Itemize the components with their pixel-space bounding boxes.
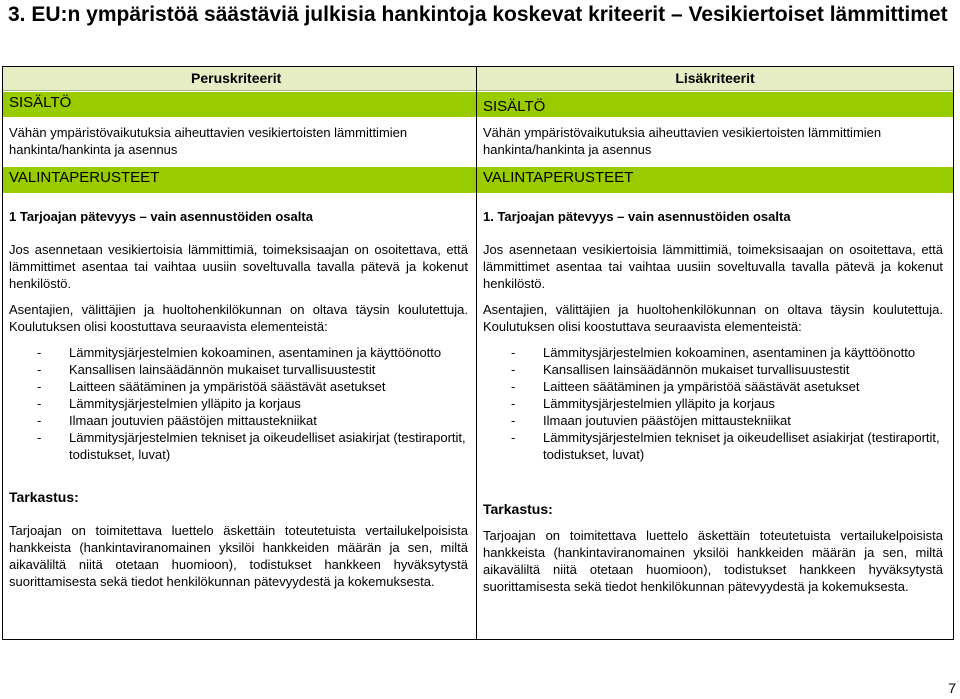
verification-text: Tarjoajan on toimitettava luettelo äskettäin toteutetuista vertailukelpoisista hankkeista (hankintaviranomainen yksilöi hankkeiden määrän ja sen, miltä aikaväliltä niitä otetaan huomioon), todistukset hankkeen hyväksytystä suorittamisesta sekä tiedot henkilökunnan pätevyydestä ja kokemuksesta.: [9, 523, 468, 589]
list-item: - Lämmitysjärjestelmien ylläpito ja korjaus: [37, 396, 301, 411]
list-item: - Lämmitysjärjestelmien tekniset ja oikeudelliset asiakirjat (testiraportit, todistukset, luvat): [511, 430, 940, 462]
content-section-band: SISÄLTÖ: [3, 92, 476, 117]
verification-heading: Tarkastus:: [483, 501, 553, 517]
list-item: - Lämmitysjärjestelmien kokoaminen, asentaminen ja käyttöönotto: [37, 345, 442, 360]
comprehensive-criteria-header: Lisäkriteerit: [477, 67, 953, 91]
verification-heading: Tarkastus:: [9, 489, 79, 505]
core-criteria-column: [3, 67, 477, 639]
selection-criteria-band: VALINTAPERUSTEET: [3, 167, 476, 193]
comprehensive-criteria-column: [477, 67, 953, 639]
page-number: 7: [948, 680, 956, 696]
training-list: [483, 344, 943, 463]
list-item: - Laitteen säätäminen ja ympäristöä säästävät asetukset: [37, 379, 386, 394]
requirement-paragraph-2: Asentajien, välittäjien ja huoltohenkilökunnan on oltava täysin koulutettuja. Koulutuksen olisi koostuttava seuraavista elementeistä:: [483, 302, 943, 334]
list-item: - Kansallisen lainsäädännön mukaiset turvallisuustestit: [511, 362, 850, 377]
page-title: 3. EU:n ympäristöä säästäviä julkisia hankintoja koskevat kriteerit – Vesikiertoiset lämmittimet: [8, 3, 948, 26]
list-item: - Lämmitysjärjestelmien kokoaminen, asentaminen ja käyttöönotto: [511, 345, 916, 360]
selection-criteria-band: VALINTAPERUSTEET: [477, 167, 953, 193]
criteria-table: [2, 66, 954, 640]
requirement-heading: 1 Tarjoajan pätevyys – vain asennustöiden osalta: [9, 209, 313, 224]
content-text: Vähän ympäristövaikutuksia aiheuttavien vesikiertoisten lämmittimien hankinta/hankinta ja asennus: [483, 125, 882, 157]
list-item: - Laitteen säätäminen ja ympäristöä säästävät asetukset: [511, 379, 860, 394]
core-criteria-header: Peruskriteerit: [3, 67, 476, 91]
requirement-paragraph-2: Asentajien, välittäjien ja huoltohenkilökunnan on oltava täysin koulutettuja. Koulutuksen olisi koostuttava seuraavista elementeistä:: [9, 302, 468, 334]
list-item: - Lämmitysjärjestelmien ylläpito ja korjaus: [511, 396, 775, 411]
training-list: [9, 344, 468, 463]
requirement-heading: 1. Tarjoajan pätevyys – vain asennustöiden osalta: [483, 209, 791, 224]
requirement-paragraph-1: Jos asennetaan vesikiertoisia lämmittimiä, toimeksisaajan on osoitettava, että lämmittimet asentaa tai vaihtaa uusiin soveltuvalla tavalla pätevä ja kokenut henkilöstö.: [483, 242, 943, 291]
content-section-band: SISÄLTÖ: [477, 92, 953, 117]
verification-text: Tarjoajan on toimitettava luettelo äskettäin toteutetuista vertailukelpoisista hankkeista (hankintaviranomainen yksilöi hankkeiden määrän ja sen, miltä aikaväliltä niitä otetaan huomioon), todistukset hankkeen hyväksytystä suorittamisesta sekä tiedot henkilökunnan pätevyydestä ja kokemuksesta.: [483, 528, 943, 594]
list-item: - Ilmaan joutuvien päästöjen mittaustekniikat: [37, 413, 317, 428]
content-text: Vähän ympäristövaikutuksia aiheuttavien vesikiertoisten lämmittimien hankinta/hankinta ja asennus: [9, 125, 408, 157]
list-item: - Kansallisen lainsäädännön mukaiset turvallisuustestit: [37, 362, 376, 377]
list-item: - Ilmaan joutuvien päästöjen mittaustekniikat: [511, 413, 791, 428]
requirement-paragraph-1: Jos asennetaan vesikiertoisia lämmittimiä, toimeksisaajan on osoitettava, että lämmittimet asentaa tai vaihtaa uusiin soveltuvalla tavalla pätevä ja kokenut henkilöstö.: [9, 242, 468, 291]
list-item: - Lämmitysjärjestelmien tekniset ja oikeudelliset asiakirjat (testiraportit, todistukset, luvat): [37, 430, 466, 462]
